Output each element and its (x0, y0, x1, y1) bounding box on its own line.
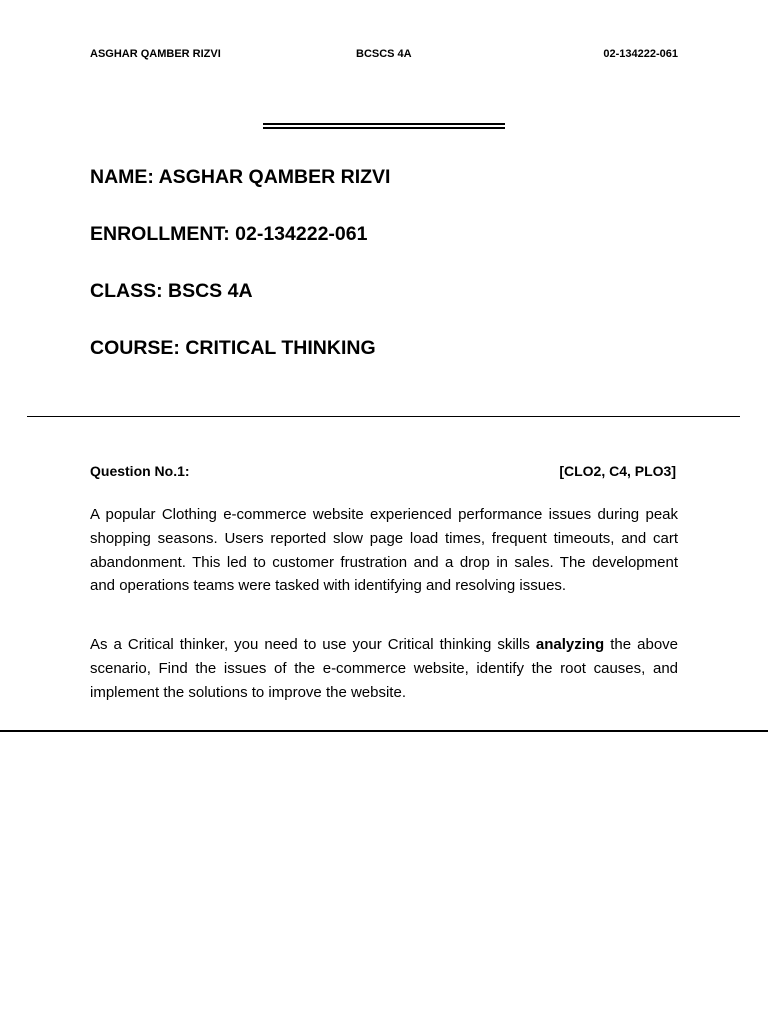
header-enrollment: 02-134222-061 (603, 48, 678, 60)
paragraph-2-line-2: scenario, Find the issues of the e-commerce website, identify the root causes, and (90, 659, 678, 677)
title-double-divider (263, 123, 505, 129)
student-info-block (90, 164, 690, 392)
question-paragraph-2 (90, 633, 678, 704)
bottom-divider (0, 730, 768, 732)
class-line: CLASS: BSCS 4A (90, 280, 253, 302)
paragraph-2-lead-text: As a Critical thinker, you need to use your Critical thinking skills (90, 636, 536, 653)
page-header (90, 48, 678, 64)
section-divider (27, 416, 740, 417)
student-name-line: NAME: ASGHAR QAMBER RIZVI (90, 166, 391, 188)
paragraph-2-bold-keyword: analyzing (535, 636, 605, 653)
paragraph-2-line-3: implement the solutions to improve the website. (90, 683, 406, 701)
header-student-name: ASGHAR QAMBER RIZVI (90, 48, 221, 60)
course-line: COURSE: CRITICAL THINKING (90, 337, 376, 359)
paragraph-2-line-1-tail: the above (604, 636, 678, 653)
question-paragraph-1: A popular Clothing e-commerce website experienced performance issues during peak shopping seasons. Users reported slow page load times, frequent timeouts, and cart abandonment. This led to customer frustration and a drop in sales. The development and operations teams were tasked with identifying and resolving issues. (90, 506, 678, 595)
question-heading (90, 463, 676, 483)
paragraph-2-line-1 (90, 633, 678, 657)
question-tags: [CLO2, C4, PLO3] (559, 463, 676, 479)
question-title: Question No.1: (90, 463, 190, 479)
header-class: BCSCS 4A (356, 48, 412, 60)
enrollment-line: ENROLLMENT: 02-134222-061 (90, 223, 368, 245)
